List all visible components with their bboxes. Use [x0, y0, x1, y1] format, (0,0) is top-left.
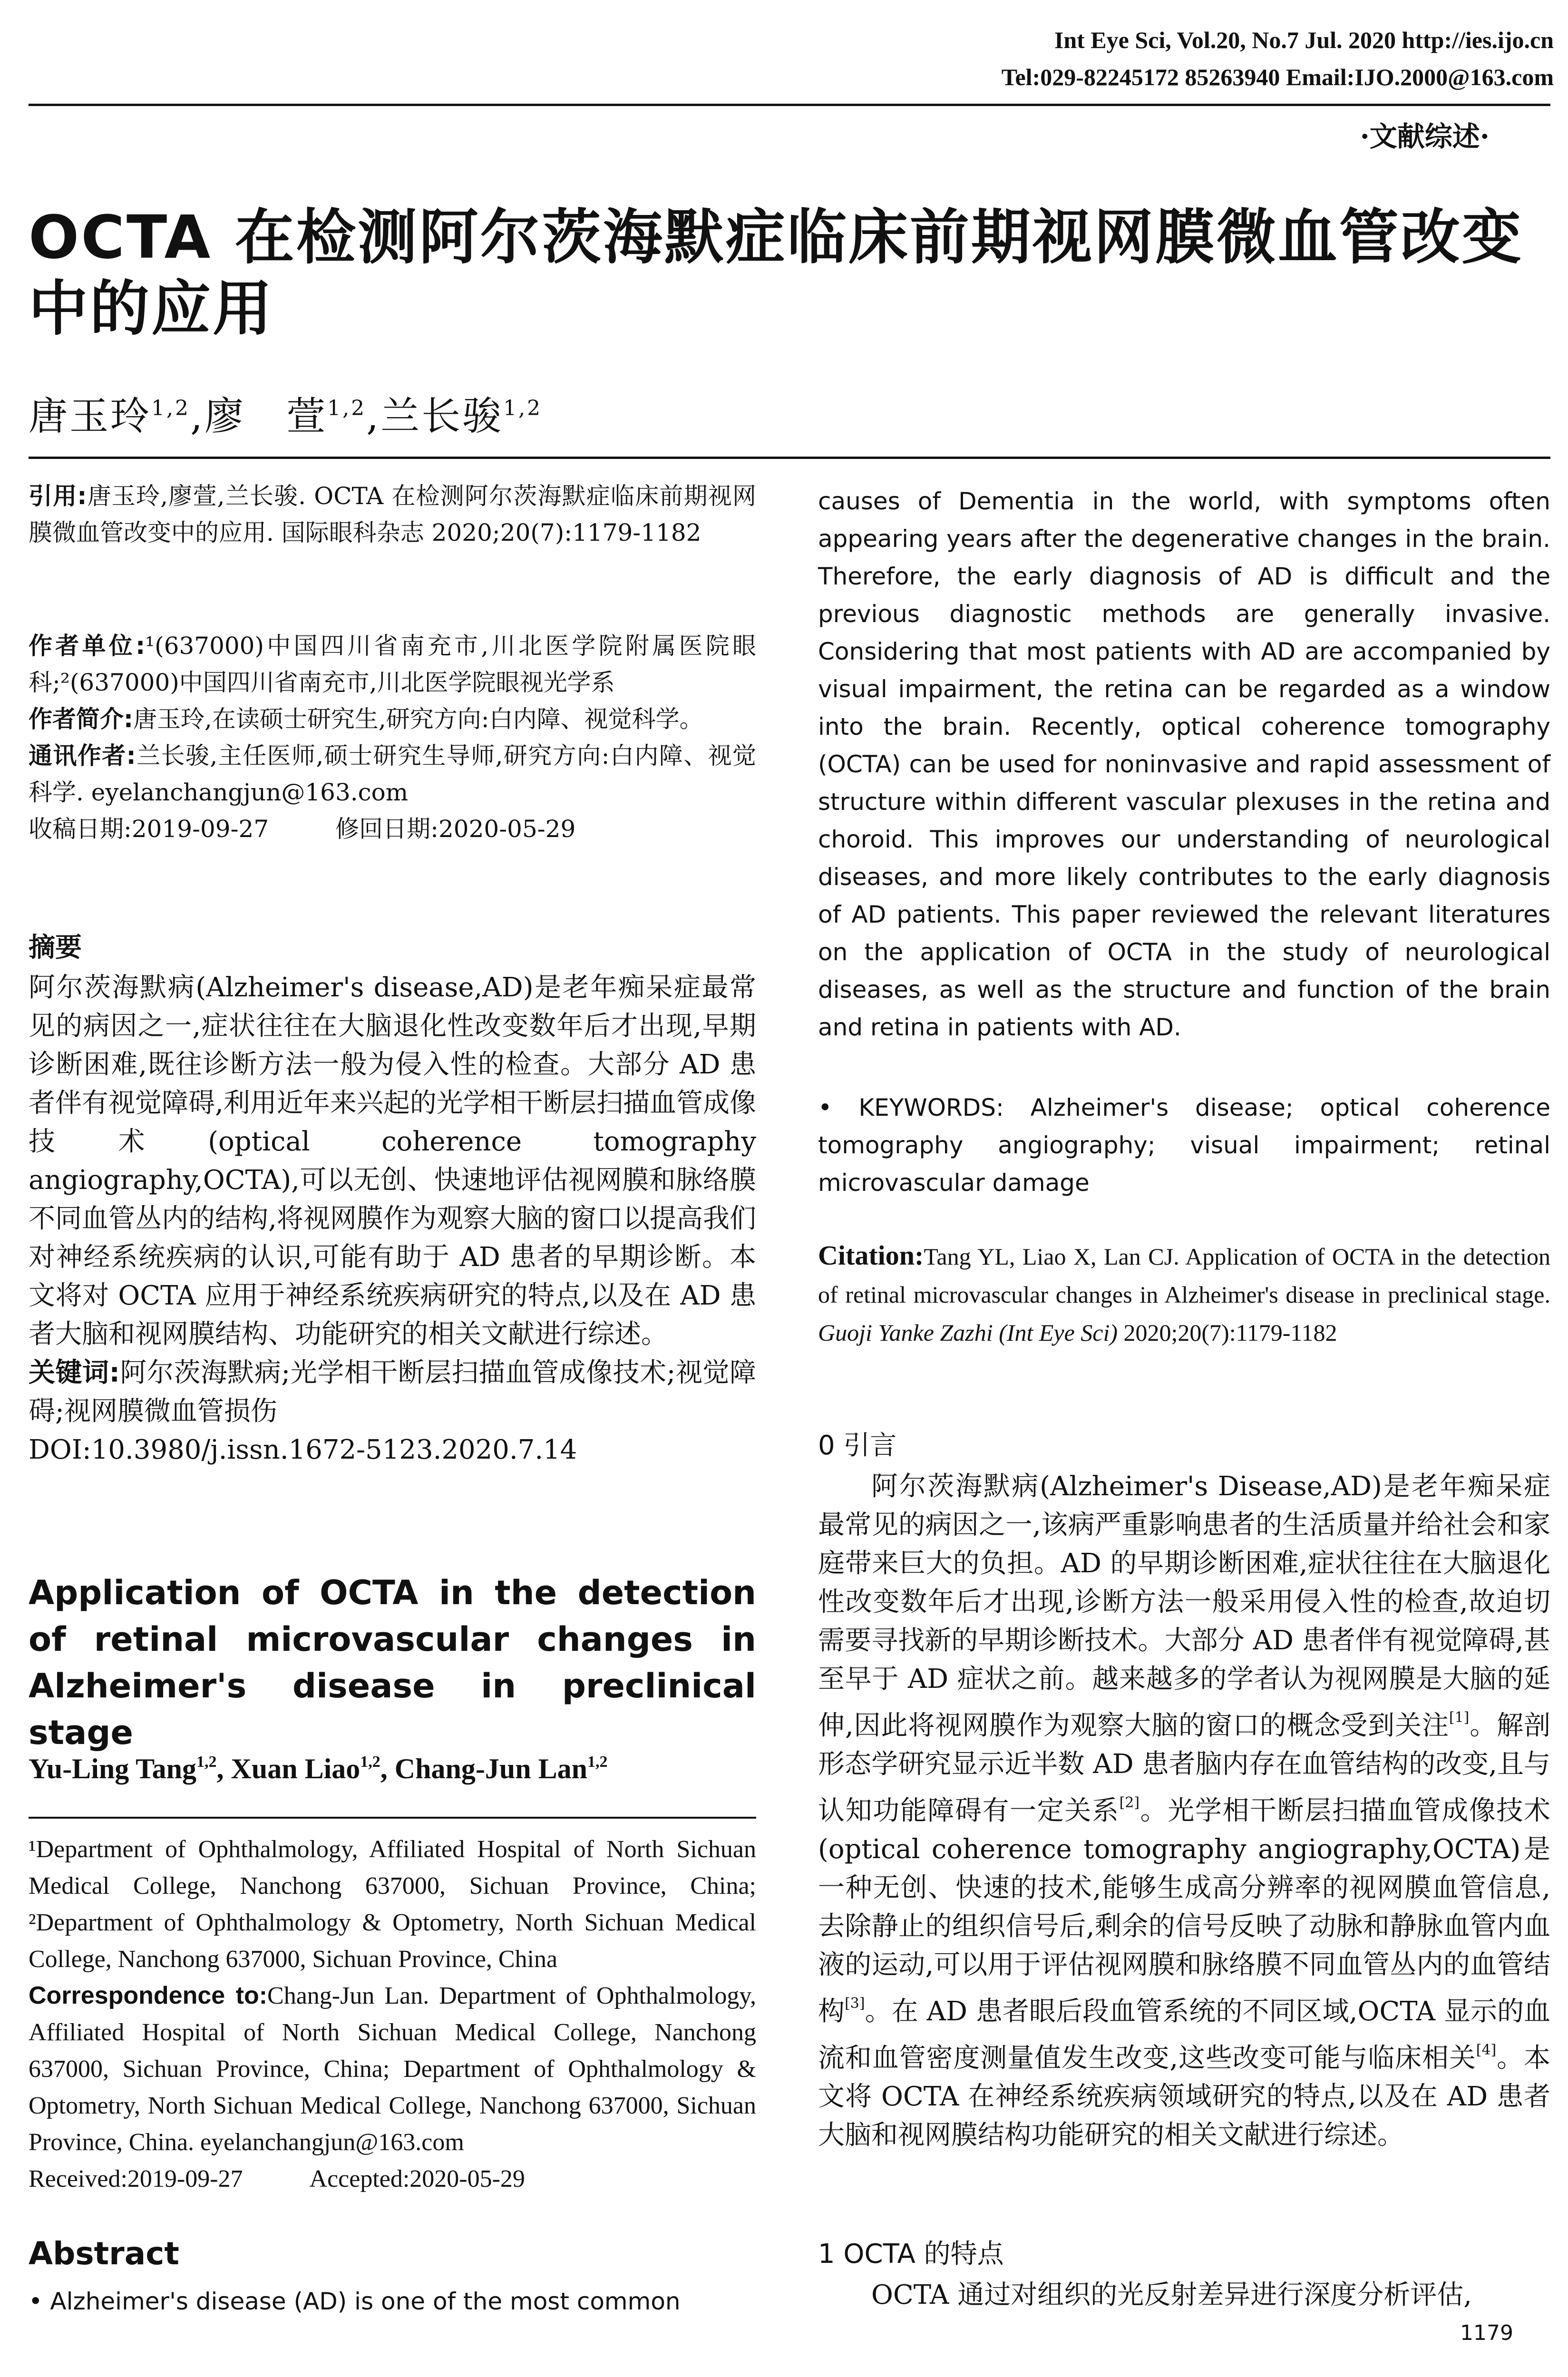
- reference-mark: [2]: [1119, 1794, 1140, 1811]
- en-citation-journal: Guoji Yanke Zazhi (Int Eye Sci): [818, 1319, 1118, 1346]
- journal-header-line1: Int Eye Sci, Vol.20, No.7 Jul. 2020 http://ies.ijo.cn: [1054, 27, 1554, 53]
- cn-received-date: 收稿日期:2019-09-27: [29, 815, 269, 843]
- cn-author-bio: [29, 701, 756, 738]
- en-abstract-heading: Abstract: [29, 2235, 179, 2272]
- intro-text: 阿尔茨海默病(Alzheimer's Disease,AD)是老年痴呆症最常见的病因之一,该病严重影响患者的生活质量并给社会和家庭带来巨大的负担。AD 的早期诊断困难,症状往往在大脑退化性改变数年后才出现,诊断方法一般采用侵入性的检查,故迫切需要寻找新的早期诊断技术。大部分 AD 患者伴有视觉障碍,甚至早于 AD 症状之前。越来越多的学者认为视网膜是大脑的延伸,因此将视网膜作为观察大脑的窗口的概念受到关注: [818, 1471, 1550, 1741]
- cn-keywords-text: 阿尔茨海默病;光学相干断层扫描血管成像技术;视觉障碍;视网膜微血管损伤: [29, 1357, 756, 1427]
- author-name: 兰长骏: [380, 394, 504, 439]
- main-rule: [29, 457, 1550, 459]
- cn-abstract: [29, 927, 756, 1469]
- cn-doi: DOI:10.3980/j.issn.1672-5123.2020.7.14: [29, 1434, 577, 1465]
- cn-keywords: [29, 1354, 756, 1431]
- author-affil-sup: 1,2: [327, 396, 367, 420]
- cn-author-bio-label: 作者简介:: [29, 705, 133, 733]
- en-dates: [29, 2161, 756, 2197]
- cn-author-info: [29, 628, 756, 848]
- cn-keywords-label: 关键词:: [29, 1357, 120, 1388]
- intro-text: 。解剖形态学研究显示近半数 AD 患者脑内存在血管结构的改变,且与认知功能障碍有一定关系: [818, 1710, 1550, 1826]
- authors-cn: [29, 385, 542, 441]
- cn-affiliation: [29, 628, 756, 701]
- en-authors-rule: [29, 1817, 756, 1819]
- cn-citation: [29, 478, 756, 551]
- cn-author-bio-text: 唐玉玲,在读硕士研究生,研究方向:白内障、视觉科学。: [133, 705, 703, 733]
- reference-mark: [1]: [1449, 1709, 1470, 1726]
- section1-body: OCTA 通过对组织的光反射差异进行深度分析评估,: [871, 2280, 1472, 2310]
- en-author-sup: 1,2: [360, 1753, 380, 1771]
- en-abstract-start: • Alzheimer's disease (AD) is one of the most common: [29, 2288, 681, 2315]
- en-accepted-date: Accepted:2020-05-29: [309, 2165, 525, 2192]
- en-author-sup: 1,2: [196, 1753, 217, 1771]
- section1-text: [818, 2276, 1550, 2314]
- section-tag: ·文献综述·: [1360, 120, 1490, 153]
- intro-body: [818, 1467, 1550, 2154]
- en-author-name: Yu-Ling Tang: [29, 1753, 197, 1784]
- intro-heading: 0 引言: [818, 1430, 897, 1461]
- en-author-name: Xuan Liao: [231, 1753, 360, 1784]
- author-name: 唐玉玲: [29, 394, 152, 439]
- cn-affiliation-text: ¹(637000)中国四川省南充市,川北医学院附属医院眼科;²(637000)中国四川省南充市,川北医学院眼视光学系: [29, 632, 756, 696]
- cn-correspondence-text: 兰长骏,主任医师,硕士研究生导师,研究方向:白内障、视觉科学. eyelanchangjun@163.com: [29, 742, 756, 806]
- en-authors: Yu-Ling Tang$^{1,2}$, Xuan Liao$^{1,2}$, Chang-Jun Lan$^{1,2}$: [29, 1753, 608, 1784]
- cn-correspondence-label: 通讯作者:: [29, 742, 136, 770]
- en-citation-label: Citation:: [818, 1240, 924, 1271]
- author-affil-sup: 1,2: [151, 396, 190, 420]
- en-affiliation: ¹Department of Ophthalmology, Affiliated Hospital of North Sichuan Medical College, Nanchong 637000, Sichuan Province, China; ²Department of Ophthalmology & Optometry, North Sichuan Medical College, Nanchong 637000, Sichuan Province, China: [29, 1836, 756, 1973]
- en-citation-volume: 2020;20(7):1179-1182: [1118, 1319, 1337, 1346]
- intro-text: 。光学相干断层扫描血管成像技术(optical coherence tomography angiography,OCTA)是一种无创、快速的技术,能够生成高分辨率的视网膜血管信息,去除静止的组织信号后,剩余的信号反映了动脉和静脉血管内血液的运动,可以用于评估视网膜和脉络膜不同血管丛内的血管结构: [818, 1795, 1551, 2027]
- journal-header-line2: Tel:029-82245172 85263940 Email:IJO.2000@163.com: [1001, 64, 1554, 90]
- en-citation-text: Tang YL, Liao X, Lan CJ. Application of OCTA in the detection of retinal microvascular changes in Alzheimer's disease in preclinical stage.: [818, 1243, 1550, 1308]
- en-correspondence: [29, 1978, 756, 2161]
- intro-text: 。在 AD 患者眼后段血管系统的不同区域,OCTA 显示的血流和血管密度测量值发生改变,这些改变可能与临床相关: [818, 1996, 1551, 2074]
- en-citation: [818, 1237, 1550, 1352]
- en-correspondence-label: Correspondence to:: [29, 1982, 268, 2009]
- en-abstract-continued: causes of Dementia in the world, with symptoms often appearing years after the degenerative changes in the brain. Therefore, the early diagnosis of AD is difficult and the previous diagnostic methods are generally invasive. Considering that most patients with AD are accompanied by visual impairment, the retina can be regarded as a window into the brain. Recently, optical coherence tomography (OCTA) can be used for noninvasive and rapid assessment of structure within different vascular plexuses in the retina and choroid. This improves our understanding of neurological diseases, and more likely contributes to the early diagnosis of AD patients. This paper reviewed the relevant literatures on the application of OCTA in the study of neurological diseases, as well as the structure and function of the brain and retina in patients with AD.: [818, 487, 1550, 1041]
- intro-paragraph: [818, 1467, 1550, 2154]
- intro-text: 。本文将 OCTA 在神经系统疾病领域研究的特点,以及在 AD 患者大脑和视网膜结构功能研究的相关文献进行综述。: [818, 2043, 1550, 2151]
- cn-citation-label: 引用:: [29, 482, 87, 510]
- en-received-date: Received:2019-09-27: [29, 2165, 243, 2192]
- en-author-sup: 1,2: [587, 1753, 608, 1771]
- cn-revised-date: 修回日期:2020-05-29: [335, 815, 576, 843]
- journal-header: [1002, 21, 1554, 96]
- en-title: Application of OCTA in the detection of retinal microvascular changes in Alzheimer's disease in preclinical stage: [29, 1573, 756, 1752]
- section1-heading: 1 OCTA 的特点: [818, 2239, 1004, 2270]
- reference-mark: [3]: [845, 1995, 865, 2012]
- en-author-name: Chang-Jun Lan: [394, 1753, 587, 1784]
- cn-dates: [29, 811, 756, 848]
- author-affil-sup: 1,2: [503, 396, 543, 420]
- en-correspondence-text: Chang-Jun Lan. Department of Ophthalmology, Affiliated Hospital of North Sichuan Medical College, Nanchong 637000, Sichuan Province, China; Department of Ophthalmology & Optometry, North Sichuan Medical College, Nanchong 637000, Sichuan Province, China. eyelanchangjun@163.com: [29, 1982, 756, 2156]
- cn-abstract-heading: 摘要: [29, 932, 82, 963]
- cn-citation-text: 唐玉玲,廖萱,兰长骏. OCTA 在检测阿尔茨海默症临床前期视网膜微血管改变中的应用. 国际眼科杂志 2020;20(7):1179-1182: [29, 482, 756, 546]
- article-title: OCTA 在检测阿尔茨海默症临床前期视网膜微血管改变中的应用: [29, 203, 1523, 343]
- author-name: 廖 萱: [205, 394, 328, 439]
- cn-correspondence: [29, 738, 756, 811]
- en-keywords: • KEYWORDS: Alzheimer's disease; optical coherence tomography angiography; visual impairment; retinal microvascular damage: [818, 1094, 1550, 1197]
- reference-mark: [4]: [1476, 2042, 1497, 2058]
- page-number: 1179: [1460, 2321, 1513, 2345]
- cn-abstract-text: 阿尔茨海默病(Alzheimer's disease,AD)是老年痴呆症最常见的病因之一,症状往往在大脑退化性改变数年后才出现,早期诊断困难,既往诊断方法一般为侵入性的检查。大部分 AD 患者伴有视觉障碍,利用近年来兴起的光学相干断层扫描血管成像技术(optical coherence tomography angiography,OCTA),可以无创、快速地评估视网膜和脉络膜不同血管丛内的结构,将视网膜作为观察大脑的窗口以提高我们对神经系统疾病的认识,可能有助于 AD 患者的早期诊断。本文将对 OCTA 应用于神经系统疾病研究的特点,以及在 AD 患者大脑和视网膜结构、功能研究的相关文献进行综述。: [29, 972, 757, 1350]
- author-separator: ,: [366, 394, 381, 439]
- header-rule: [29, 104, 1550, 106]
- en-author-info: [29, 1831, 756, 2197]
- author-separator: ,: [190, 394, 205, 439]
- cn-affiliation-label: 作者单位:: [29, 632, 146, 660]
